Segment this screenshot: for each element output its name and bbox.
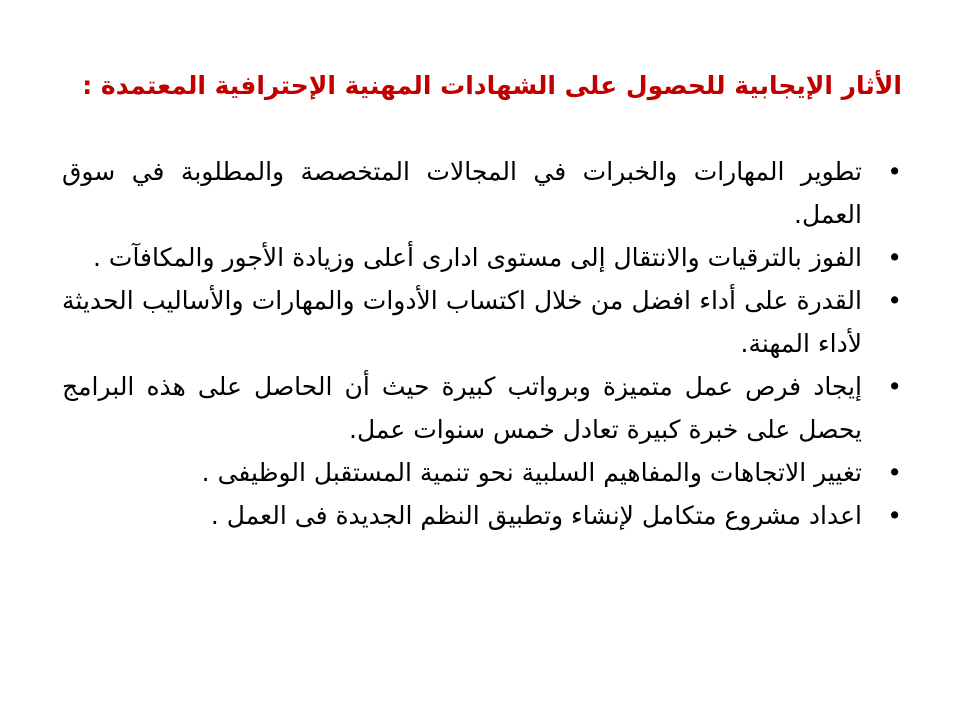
bullet-marker: •: [887, 286, 902, 315]
list-item: [62, 365, 902, 451]
bullet-marker: •: [887, 372, 902, 401]
bullet-list: [62, 150, 902, 537]
list-item: [62, 494, 902, 537]
bullet-text: تطوير المهارات والخبرات في المجالات المتخصصة والمطلوبة في سوق العمل.: [62, 157, 862, 229]
bullet-text: إيجاد فرص عمل متميزة وبرواتب كبيرة حيث أن الحاصل على هذه البرامج يحصل على خبرة كبيرة تعادل خمس سنوات عمل.: [62, 372, 862, 444]
bullet-marker: •: [887, 243, 902, 272]
list-item: [62, 150, 902, 236]
list-item: [62, 236, 902, 279]
list-item: [62, 279, 902, 365]
bullet-text: اعداد مشروع متكامل لإنشاء وتطبيق النظم الجديدة فى العمل .: [210, 501, 862, 530]
bullet-text: تغيير الاتجاهات والمفاهيم السلبية نحو تنمية المستقبل الوظيفى .: [201, 458, 862, 487]
slide-title: الأثار الإيجابية للحصول على الشهادات المهنية الإحترافية المعتمدة :: [82, 71, 902, 100]
bullet-text: الفوز بالترقيات والانتقال إلى مستوى ادارى أعلى وزيادة الأجور والمكافآت .: [93, 243, 862, 272]
list-item: [62, 451, 902, 494]
bullet-marker: •: [887, 157, 902, 186]
bullet-text: القدرة على أداء افضل من خلال اكتساب الأدوات والمهارات والأساليب الحديثة لأداء المهنة.: [62, 286, 862, 358]
bullet-marker: •: [887, 458, 902, 487]
bullet-marker: •: [887, 501, 902, 530]
